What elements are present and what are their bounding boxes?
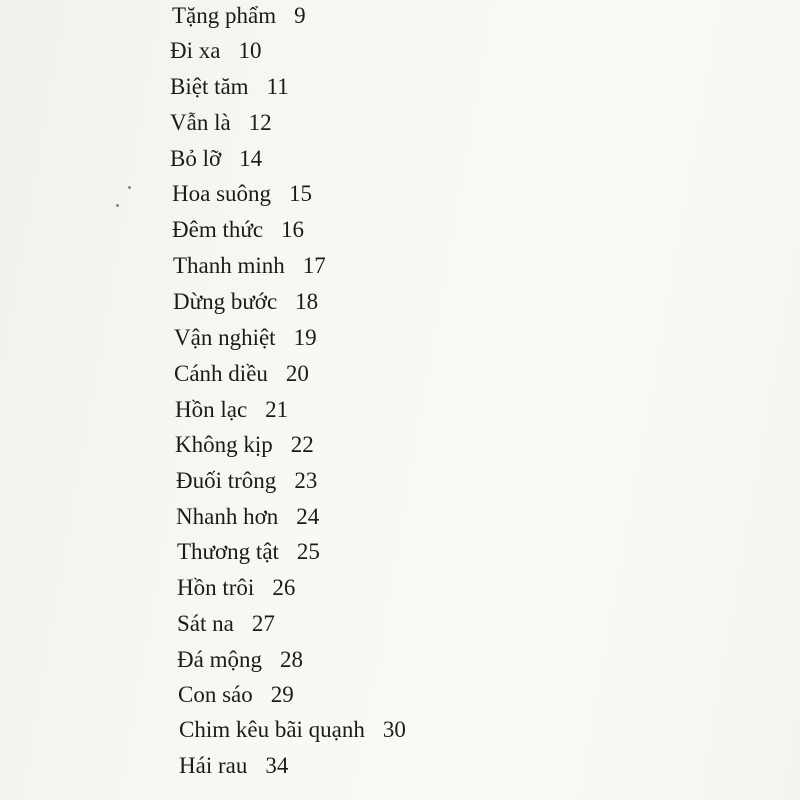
toc-entry [170, 37, 261, 65]
toc-entry [176, 503, 319, 531]
toc-entry-page: 25 [296, 539, 320, 564]
toc-entry [174, 324, 317, 352]
toc-entry-page: 17 [302, 253, 326, 278]
toc-entry [175, 431, 314, 459]
toc-entry-title: Đuối trông [176, 468, 277, 493]
toc-entry [177, 538, 320, 566]
toc-entry-title: Nhanh hơn [176, 504, 279, 529]
toc-entry-title: Vẫn là [170, 110, 231, 135]
toc-entry-page: 20 [285, 361, 309, 386]
toc-entry [170, 145, 262, 173]
toc-entry-page: 34 [265, 753, 289, 778]
toc-entry-title: Thanh minh [173, 253, 285, 278]
toc-entry [178, 681, 294, 709]
paper-speck [116, 204, 119, 207]
toc-entry-page: 19 [293, 325, 317, 350]
toc-entry [172, 216, 304, 244]
toc-entry-page: 12 [248, 110, 272, 135]
toc-entry-title: Hồn lạc [175, 397, 248, 422]
toc-entry [179, 716, 406, 744]
toc-entry-page: 11 [266, 74, 289, 99]
paper-speck [128, 186, 131, 189]
toc-entry [172, 2, 306, 30]
toc-entry [174, 360, 309, 388]
toc-entry-title: Dừng bước [173, 289, 278, 314]
toc-entry-page: 18 [295, 289, 319, 314]
toc-entry-page: 23 [294, 468, 318, 493]
toc-entry-page: 24 [296, 504, 320, 529]
toc-entry-page: 9 [294, 3, 306, 28]
toc-entry-page: 30 [382, 717, 406, 742]
toc-entry-page: 14 [239, 146, 263, 171]
toc-entry-page: 26 [272, 575, 296, 600]
toc-entry-title: Đi xa [170, 38, 221, 63]
toc-entry-page: 29 [270, 682, 294, 707]
toc-entry [170, 109, 272, 137]
toc-entry [179, 752, 288, 780]
toc-entry [176, 467, 317, 495]
toc-entry [177, 574, 295, 602]
toc-entry-title: Đêm thức [172, 217, 264, 242]
toc-entry [172, 180, 312, 208]
toc-entry-title: Hoa suông [172, 181, 272, 206]
toc-entry-title: Hồn trôi [177, 575, 255, 600]
toc-entry-page: 10 [238, 38, 262, 63]
toc-entry-page: 21 [265, 397, 289, 422]
toc-entry-title: Chim kêu bãi quạnh [179, 717, 365, 742]
toc-entry-page: 28 [279, 647, 303, 672]
toc-entry-page: 27 [251, 611, 275, 636]
toc-entry-title: Sát na [177, 611, 234, 636]
toc-entry-title: Bỏ lỡ [170, 146, 222, 171]
toc-entry-page: 22 [290, 432, 314, 457]
toc-entry-title: Hái rau [179, 753, 248, 778]
toc-entry-title: Thương tật [177, 539, 279, 564]
toc-entry-title: Tặng phẩm [172, 3, 277, 28]
toc-entry [177, 610, 275, 638]
toc-entry-title: Biệt tăm [170, 74, 249, 99]
toc-entry-title: Con sáo [178, 682, 253, 707]
toc-entry-title: Cánh diều [174, 361, 268, 386]
toc-entry-title: Không kịp [175, 432, 273, 457]
toc-entry-title: Vận nghiệt [174, 325, 276, 350]
toc-entry [175, 396, 288, 424]
toc-entry [177, 646, 303, 674]
toc-entry [173, 252, 326, 280]
toc-entry [170, 73, 289, 101]
toc-entry-page: 16 [281, 217, 305, 242]
toc-entry-page: 15 [289, 181, 313, 206]
toc-entry-title: Đá mộng [177, 647, 262, 672]
toc-entry [173, 288, 318, 316]
